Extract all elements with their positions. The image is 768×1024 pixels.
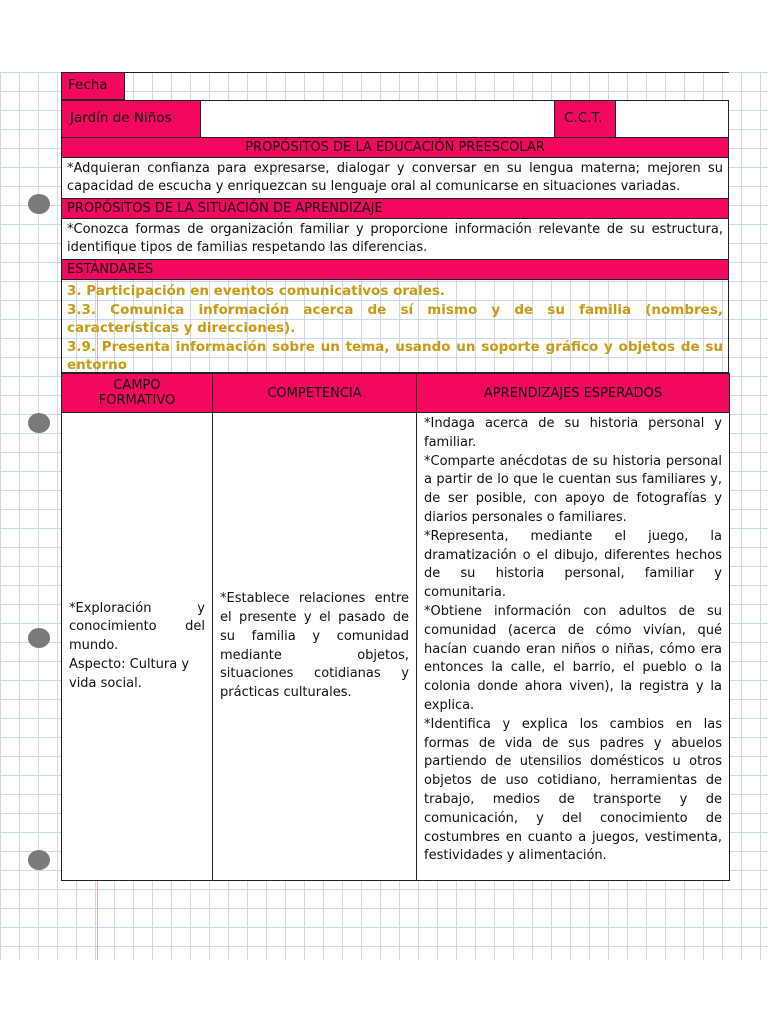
estandares-body xyxy=(61,280,729,373)
estandar-item: 3.3. Comunica información acerca de sí mismo y de su familia (nombres, características y direcciones). xyxy=(67,301,723,336)
estandar-item: 3. Participación en eventos comunicativos orales. xyxy=(67,283,446,299)
competencia-cell xyxy=(213,413,417,881)
propositos-situacion-title: PROPÓSITOS DE LA SITUACIÓN DE APRENDIZAJE xyxy=(67,201,383,216)
binder-hole-icon xyxy=(28,628,50,648)
planning-document xyxy=(61,72,729,881)
aprendizaje-item: *Representa, mediante el juego, la dramatización o el dibujo, diferentes hechos de su historia personal, familiar y comunitaria. xyxy=(424,528,722,601)
campo-cell xyxy=(62,413,213,881)
header-competencia: COMPETENCIA xyxy=(213,374,417,413)
jardin-row xyxy=(61,100,729,138)
estandares-title: ESTÁNDARES xyxy=(67,262,154,277)
aprendizaje-item: *Comparte anécdotas de su historia personal a partir de lo que le cuentan sus familiares y, de ser posible, con apoyo de fotografías y diarios personales o familiares. xyxy=(424,453,722,525)
propositos-preescolar-text: *Adquieran confianza para expresarse, dialogar y conversar en su lengua materna; mejoren su capacidad de escucha y enriquezcan su lenguaje oral al comunicarse en situaciones variadas. xyxy=(67,161,723,194)
propositos-preescolar-title: PROPÓSITOS DE LA EDUCACIÓN PREESCOLAR xyxy=(245,140,545,155)
competencia-text: *Establece relaciones entre el presente y el pasado de su familia y comunidad mediante objetos, situaciones cotidianas y prácticas culturales. xyxy=(220,591,409,701)
propositos-situacion-body xyxy=(61,219,729,260)
fecha-cell xyxy=(61,72,125,100)
jardin-label: Jardín de Niños xyxy=(70,110,172,126)
propositos-preescolar-body xyxy=(61,158,729,199)
binder-hole-icon xyxy=(28,194,50,214)
propositos-situacion-text: *Conozca formas de organización familiar y proporcione información relevante de su estructura, identifique tipos de familias respetando las diferencias. xyxy=(67,222,723,255)
jardin-value-field[interactable] xyxy=(201,101,555,137)
binder-hole-icon xyxy=(28,850,50,870)
aprendizaje-item: *Indaga acerca de su historia personal y familiar. xyxy=(424,416,722,450)
aprendizajes-cell xyxy=(417,413,730,881)
aspecto-text: Aspecto: Cultura y vida social. xyxy=(69,656,190,691)
jardin-cell xyxy=(62,101,201,137)
estandares-title-row xyxy=(61,260,729,280)
table-header-row xyxy=(62,374,730,413)
cct-cell xyxy=(555,101,616,137)
aprendizaje-item: *Obtiene información con adultos de su comunidad (acerca de cómo vivían, qué hacían cuando eran niños o niñas, cómo era entonces la calle, el barrio, el pueblo o la colonia donde ahora viven), la registra y la explica. xyxy=(424,603,722,713)
fecha-row xyxy=(61,72,729,100)
cct-value-field[interactable] xyxy=(616,101,728,137)
header-aprendizajes: APRENDIZAJES ESPERADOS xyxy=(417,374,730,413)
header-campo-formativo: CAMPO FORMATIVO xyxy=(62,374,213,413)
propositos-situacion-title-row xyxy=(61,199,729,219)
propositos-preescolar-title-row xyxy=(61,138,729,158)
curriculum-table xyxy=(61,373,730,881)
fecha-label: Fecha xyxy=(68,77,108,93)
estandar-item: 3.9. Presenta información sobre un tema, usando un soporte gráfico y objetos de su entorno xyxy=(67,338,723,373)
campo-text: *Exploración y conocimiento del mundo. xyxy=(69,600,205,654)
binder-hole-icon xyxy=(28,413,50,433)
cct-label: C.C.T. xyxy=(564,110,603,126)
table-row xyxy=(62,413,730,881)
aprendizaje-item: *Identifica y explica los cambios en las formas de vida de sus padres y abuelos partiendo de utensilios domésticos u otros objetos de uso cotidiano, herramientas de trabajo, medios de transporte y de comunicación, y del conocimiento de costumbres en cuanto a juegos, vestimenta, festividades y alimentación. xyxy=(424,716,722,864)
